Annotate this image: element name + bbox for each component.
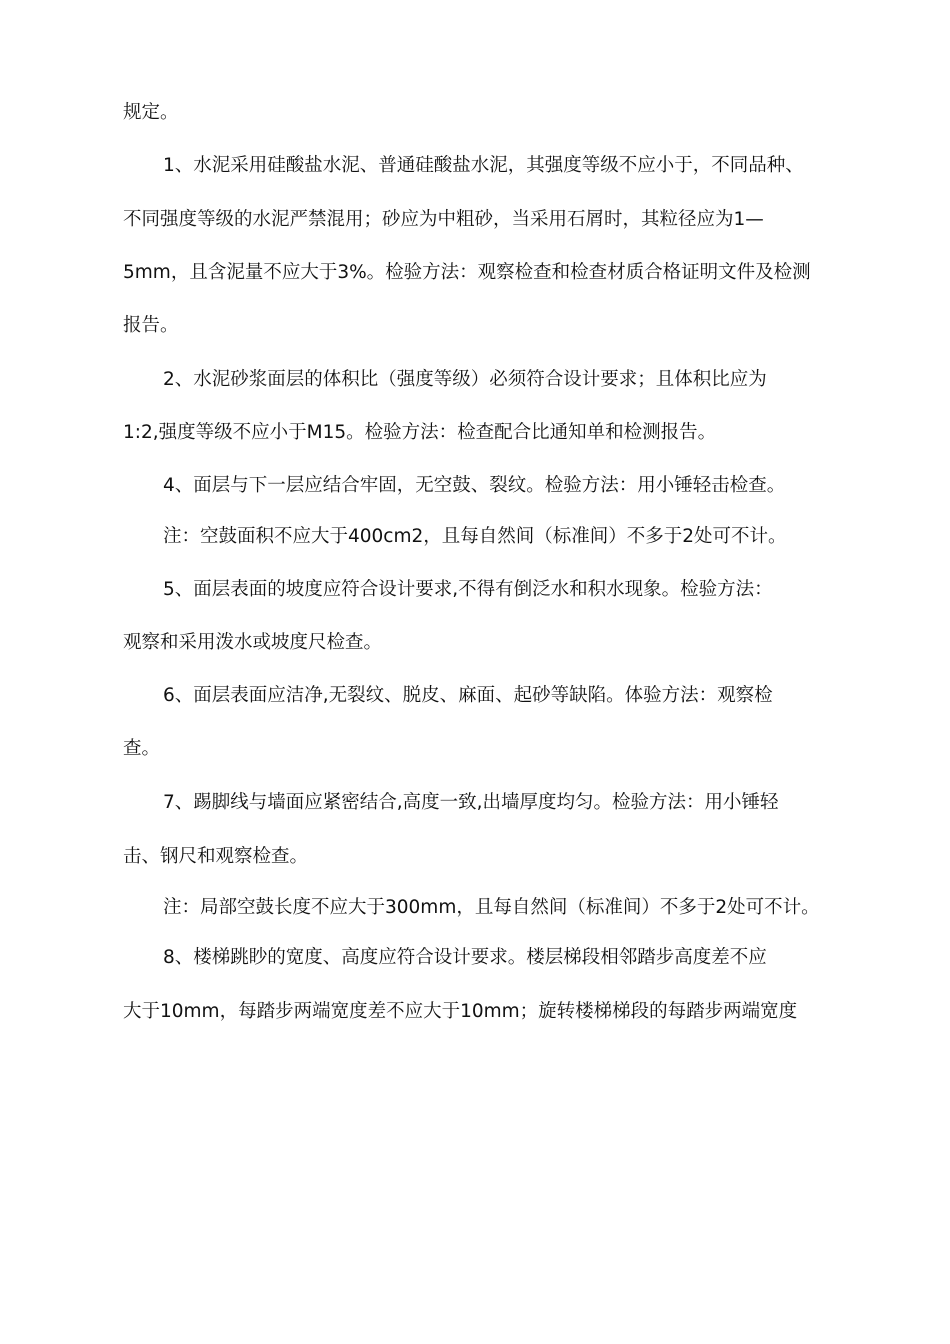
text-line: 不同强度等级的水泥严禁混用；砂应为中粗砂，当采用石屑时，其粒径应为1— (123, 209, 764, 230)
note-line: 注：局部空鼓长度不应大于300mm，且每自然间（标准间）不多于2处可不计。 (163, 897, 820, 918)
text-line: 5、面层表面的坡度应符合设计要求,不得有倒泛水和积水现象。检验方法： (163, 579, 773, 600)
text-line: 6、面层表面应洁净,无裂纹、脱皮、麻面、起砂等缺陷。体验方法：观察检 (163, 685, 773, 706)
text-line: 规定。 (123, 102, 179, 123)
text-line: 1、水泥采用硅酸盐水泥、普通硅酸盐水泥，其强度等级不应小于，不同品种、 (163, 155, 804, 176)
text-line: 2、水泥砂浆面层的体积比（强度等级）必须符合设计要求；且体积比应为 (163, 369, 767, 390)
text-line: 大于10mm，每踏步两端宽度差不应大于10mm；旋转楼梯梯段的每踏步两端宽度 (123, 1001, 798, 1022)
text-line: 8、楼梯跳眇的宽度、高度应符合设计要求。楼层梯段相邻踏步高度差不应 (163, 947, 767, 968)
text-line: 4、面层与下一层应结合牢固，无空鼓、裂纹。检验方法：用小锤轻击检查。 (163, 475, 786, 496)
text-line: 7、踢脚线与墙面应紧密结合,高度一致,出墙厚度均匀。检验方法：用小锤轻 (163, 792, 779, 813)
text-line: 5mm，且含泥量不应大于3%。检验方法：观察检查和检查材质合格证明文件及检测 (123, 262, 811, 283)
text-line: 观察和采用泼水或坡度尺检查。 (123, 632, 383, 653)
text-line: 报告。 (123, 315, 179, 336)
text-line: 查。 (123, 738, 161, 759)
text-line: 击、钢尺和观察检查。 (123, 846, 309, 867)
note-line: 注：空鼓面积不应大于400cm2，且每自然间（标准间）不多于2处可不计。 (163, 526, 787, 547)
text-line: 1:2,强度等级不应小于M15。检验方法：检查配合比通知单和检测报告。 (123, 422, 717, 443)
